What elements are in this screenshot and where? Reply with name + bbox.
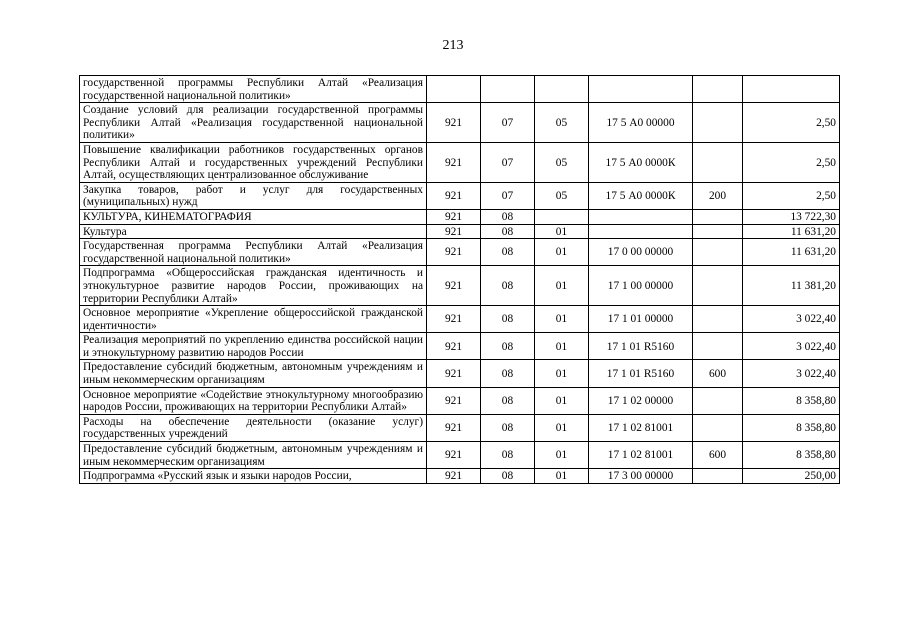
subsection-code-cell: 01	[535, 414, 589, 441]
expense-name-cell: Предоставление субсидий бюджетным, автономным учреждениям и иным некоммерческим организациям	[80, 360, 427, 387]
subsection-code-cell: 05	[535, 142, 589, 182]
table-row	[80, 442, 840, 469]
table-row	[80, 209, 840, 224]
subsection-code-cell: 01	[535, 333, 589, 360]
section-code-cell: 08	[481, 209, 535, 224]
amount-cell: 13 722,30	[743, 209, 840, 224]
grbs-code-cell: 921	[427, 414, 481, 441]
table-row	[80, 360, 840, 387]
grbs-code-cell: 921	[427, 142, 481, 182]
grbs-code-cell: 921	[427, 209, 481, 224]
expense-type-cell: 200	[693, 182, 743, 209]
amount-cell: 2,50	[743, 182, 840, 209]
subsection-code-cell	[535, 209, 589, 224]
grbs-code-cell: 921	[427, 333, 481, 360]
grbs-code-cell: 921	[427, 182, 481, 209]
section-code-cell: 07	[481, 103, 535, 143]
amount-cell: 11 381,20	[743, 266, 840, 306]
expense-type-cell	[693, 239, 743, 266]
section-code-cell: 08	[481, 414, 535, 441]
amount-cell: 3 022,40	[743, 333, 840, 360]
table-row	[80, 224, 840, 239]
subsection-code-cell: 01	[535, 266, 589, 306]
target-article-cell: 17 3 00 00000	[589, 469, 693, 484]
expense-type-cell	[693, 333, 743, 360]
subsection-code-cell: 01	[535, 306, 589, 333]
grbs-code-cell	[427, 76, 481, 103]
amount-cell: 11 631,20	[743, 224, 840, 239]
expense-type-cell	[693, 387, 743, 414]
table-row	[80, 182, 840, 209]
expense-type-cell	[693, 142, 743, 182]
table-row	[80, 387, 840, 414]
expense-type-cell	[693, 103, 743, 143]
subsection-code-cell	[535, 76, 589, 103]
expense-type-cell	[693, 266, 743, 306]
expense-name-cell: Основное мероприятие «Содействие этнокультурному многообразию народов России, проживающих на территории Республики Алтай»	[80, 387, 427, 414]
grbs-code-cell: 921	[427, 239, 481, 266]
amount-cell	[743, 76, 840, 103]
expense-name-cell: Подпрограмма «Русский язык и языки народов России,	[80, 469, 427, 484]
expense-name-cell: Подпрограмма «Общероссийская гражданская идентичность и этнокультурное развитие народов России, проживающих на территории Республики Алтай»	[80, 266, 427, 306]
table-row	[80, 306, 840, 333]
expense-type-cell: 600	[693, 442, 743, 469]
section-code-cell: 08	[481, 360, 535, 387]
section-code-cell: 08	[481, 306, 535, 333]
subsection-code-cell: 01	[535, 224, 589, 239]
section-code-cell: 07	[481, 142, 535, 182]
expense-name-cell: Реализация мероприятий по укреплению единства российской нации и этнокультурному развитию народов России	[80, 333, 427, 360]
section-code-cell	[481, 76, 535, 103]
table-row	[80, 469, 840, 484]
section-code-cell: 08	[481, 239, 535, 266]
amount-cell: 2,50	[743, 103, 840, 143]
amount-cell: 3 022,40	[743, 360, 840, 387]
expense-name-cell: Основное мероприятие «Укрепление общероссийской гражданской идентичности»	[80, 306, 427, 333]
amount-cell: 8 358,80	[743, 387, 840, 414]
amount-cell: 8 358,80	[743, 442, 840, 469]
amount-cell: 8 358,80	[743, 414, 840, 441]
target-article-cell: 17 5 А0 0000К	[589, 142, 693, 182]
grbs-code-cell: 921	[427, 469, 481, 484]
subsection-code-cell: 01	[535, 387, 589, 414]
table-row	[80, 103, 840, 143]
target-article-cell	[589, 224, 693, 239]
expense-name-cell: Предоставление субсидий бюджетным, автономным учреждениям и иным некоммерческим организациям	[80, 442, 427, 469]
target-article-cell: 17 1 02 00000	[589, 387, 693, 414]
target-article-cell	[589, 209, 693, 224]
section-code-cell: 08	[481, 224, 535, 239]
page-number: 213	[442, 38, 464, 53]
table-body	[80, 76, 840, 484]
section-code-cell: 08	[481, 333, 535, 360]
section-code-cell: 08	[481, 442, 535, 469]
section-code-cell: 07	[481, 182, 535, 209]
amount-cell: 11 631,20	[743, 239, 840, 266]
expense-name-cell: Повышение квалификации работников государственных органов Республики Алтай и государственных учреждений Республики Алтай, осуществляющих централизованное обслуживание	[80, 142, 427, 182]
expense-name-cell: Государственная программа Республики Алтай «Реализация государственной национальной политики»	[80, 239, 427, 266]
target-article-cell: 17 5 А0 0000К	[589, 182, 693, 209]
table-row	[80, 142, 840, 182]
expense-name-cell: Расходы на обеспечение деятельности (оказание услуг) государственных учреждений	[80, 414, 427, 441]
table-row	[80, 76, 840, 103]
subsection-code-cell: 01	[535, 360, 589, 387]
subsection-code-cell: 01	[535, 442, 589, 469]
amount-cell: 250,00	[743, 469, 840, 484]
expense-type-cell	[693, 469, 743, 484]
section-code-cell: 08	[481, 387, 535, 414]
section-code-cell: 08	[481, 469, 535, 484]
subsection-code-cell: 01	[535, 239, 589, 266]
expense-type-cell	[693, 76, 743, 103]
expense-name-cell: государственной программы Республики Алтай «Реализация государственной национальной политики»	[80, 76, 427, 103]
expense-name-cell: КУЛЬТУРА, КИНЕМАТОГРАФИЯ	[80, 209, 427, 224]
subsection-code-cell: 05	[535, 182, 589, 209]
expense-type-cell: 600	[693, 360, 743, 387]
expense-name-cell: Закупка товаров, работ и услуг для государственных (муниципальных) нужд	[80, 182, 427, 209]
grbs-code-cell: 921	[427, 266, 481, 306]
budget-table	[79, 75, 840, 484]
target-article-cell	[589, 76, 693, 103]
subsection-code-cell: 01	[535, 469, 589, 484]
target-article-cell: 17 0 00 00000	[589, 239, 693, 266]
table-row	[80, 239, 840, 266]
grbs-code-cell: 921	[427, 442, 481, 469]
target-article-cell: 17 1 01 R5160	[589, 333, 693, 360]
section-code-cell: 08	[481, 266, 535, 306]
grbs-code-cell: 921	[427, 306, 481, 333]
grbs-code-cell: 921	[427, 360, 481, 387]
grbs-code-cell: 921	[427, 224, 481, 239]
expense-type-cell	[693, 306, 743, 333]
amount-cell: 2,50	[743, 142, 840, 182]
expense-type-cell	[693, 414, 743, 441]
target-article-cell: 17 5 А0 00000	[589, 103, 693, 143]
target-article-cell: 17 1 01 R5160	[589, 360, 693, 387]
grbs-code-cell: 921	[427, 103, 481, 143]
expense-name-cell: Культура	[80, 224, 427, 239]
table-row	[80, 266, 840, 306]
target-article-cell: 17 1 01 00000	[589, 306, 693, 333]
table-row	[80, 414, 840, 441]
grbs-code-cell: 921	[427, 387, 481, 414]
expense-type-cell	[693, 224, 743, 239]
subsection-code-cell: 05	[535, 103, 589, 143]
amount-cell: 3 022,40	[743, 306, 840, 333]
expense-name-cell: Создание условий для реализации государственной программы Республики Алтай «Реализация государственной национальной политики»	[80, 103, 427, 143]
target-article-cell: 17 1 00 00000	[589, 266, 693, 306]
target-article-cell: 17 1 02 81001	[589, 442, 693, 469]
table-row	[80, 333, 840, 360]
target-article-cell: 17 1 02 81001	[589, 414, 693, 441]
expense-type-cell	[693, 209, 743, 224]
